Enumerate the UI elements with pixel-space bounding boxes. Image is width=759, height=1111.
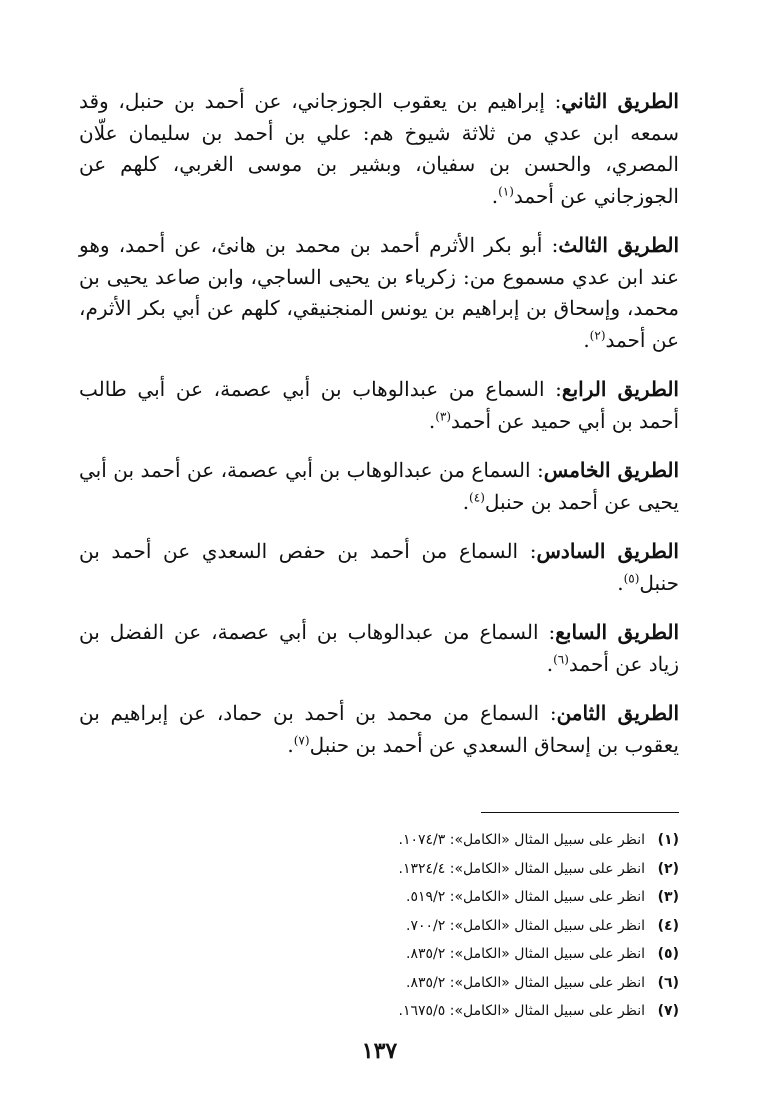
footnote-number: (١): [657, 832, 679, 848]
footnote-ref[interactable]: (٤): [469, 489, 485, 504]
footnote-text: انظر على سبيل المثال «الكامل»: ٨٣٥/٢.: [406, 946, 645, 962]
paragraph-label: الطريق الثامن: [556, 701, 680, 725]
footnote-ref[interactable]: (١): [498, 183, 514, 198]
paragraph-end: .: [617, 570, 624, 595]
footnote-number: (٢): [657, 860, 679, 877]
footnote-text: انظر على سبيل المثال «الكامل»: ٥١٩/٢.: [406, 889, 645, 905]
footnote-ref[interactable]: (٥): [623, 570, 640, 585]
footnote-item: [79, 883, 679, 912]
paragraph-end: .: [583, 327, 590, 352]
paragraph-end: .: [491, 183, 499, 208]
paragraph-text: : السماع من محمد بن أحمد بن حماد، عن إبراهيم بن يعقوب بن إسحاق السعدي عن أحمد بن حنبل: [79, 701, 679, 757]
paragraph-end: .: [546, 651, 554, 676]
footnote-item: [79, 912, 679, 941]
footnote-item: [79, 855, 679, 884]
footnote-ref[interactable]: (٧): [293, 732, 310, 747]
paragraph-end: .: [428, 408, 436, 433]
paragraph-text: : السماع من عبدالوهاب بن أبي عصمة، عن الفضل بن زياد عن أحمد: [79, 620, 679, 676]
paragraph-tariq-5: [79, 455, 679, 518]
footnote-ref[interactable]: (٢): [589, 327, 606, 342]
paragraph-label: الطريق الرابع: [561, 377, 679, 401]
paragraph-end: .: [287, 732, 294, 757]
paragraph-tariq-4: [79, 374, 679, 437]
footnote-text: انظر على سبيل المثال «الكامل»: ٨٣٥/٢.: [406, 974, 645, 991]
footnote-number: (٤): [657, 917, 679, 934]
footnote-text: انظر على سبيل المثال «الكامل»: ١٦٧٥/٥.: [398, 1003, 645, 1019]
page-number: ١٣٧: [361, 1038, 398, 1064]
paragraph-text: : السماع من عبدالوهاب بن أبي عصمة، عن أبي طالب أحمد بن أبي حميد عن أحمد: [79, 377, 679, 433]
paragraph-label: الطريق الثاني: [561, 89, 679, 113]
paragraph-label: الطريق الثالث: [558, 233, 679, 257]
footnote-ref[interactable]: (٣): [435, 408, 452, 423]
footnote-text: انظر على سبيل المثال «الكامل»: ١٠٧٤/٣.: [398, 832, 645, 848]
footnote-text: انظر على سبيل المثال «الكامل»: ٧٠٠/٢.: [406, 917, 645, 934]
paragraph-text: : السماع من أحمد بن حفص السعدي عن أحمد بن حنبل: [79, 539, 679, 595]
paragraph-text: : إبراهيم بن يعقوب الجوزجاني، عن أحمد بن حنبل، وقد سمعه ابن عدي من ثلاثة شيوخ هم: علي بن أحمد بن سليمان علّان المصري، والحسن بن سفيان، وبشير بن موسى الغربي، كلهم عن الجوزجاني عن أحمد: [79, 89, 679, 208]
footnote-ref[interactable]: (٦): [553, 651, 569, 666]
paragraph-tariq-3: [79, 230, 679, 356]
paragraph-label: الطريق السادس: [536, 539, 679, 563]
footnote-number: (٦): [657, 974, 679, 991]
footnote-divider: [481, 812, 679, 813]
footnote-number: (٥): [657, 946, 679, 962]
paragraph-text: : السماع من عبدالوهاب بن أبي عصمة، عن أحمد بن أبي يحيى عن أحمد بن حنبل: [79, 458, 679, 514]
footnote-number: (٧): [657, 1003, 679, 1019]
paragraph-tariq-8: [79, 698, 679, 761]
paragraph-tariq-6: [79, 536, 679, 599]
footnote-number: (٣): [657, 889, 679, 905]
paragraph-end: .: [462, 489, 470, 514]
footnote-item: [79, 826, 679, 855]
footnote-text: انظر على سبيل المثال «الكامل»: ١٣٢٤/٤.: [398, 860, 645, 877]
paragraph-tariq-7: [79, 617, 679, 680]
paragraph-label: الطريق الخامس: [543, 458, 679, 482]
footnotes-list: [79, 826, 679, 1026]
paragraph-text: : أبو بكر الأثرم أحمد بن محمد بن هانئ، عن أحمد، وهو عند ابن عدي مسموع من: زكرياء بن يحيى الساجي، وابن صاعد يحيى بن محمد، وإسحاق بن إبراهيم بن يونس المنجنيقي، كلهم عن أبي بكر الأثرم، عن أحمد: [79, 233, 679, 352]
footnote-item: [79, 969, 679, 998]
footnote-item: [79, 997, 679, 1026]
footnote-item: [79, 940, 679, 969]
paragraph-label: الطريق السابع: [555, 620, 679, 644]
paragraph-tariq-2: [79, 86, 679, 212]
main-text: [79, 86, 679, 779]
